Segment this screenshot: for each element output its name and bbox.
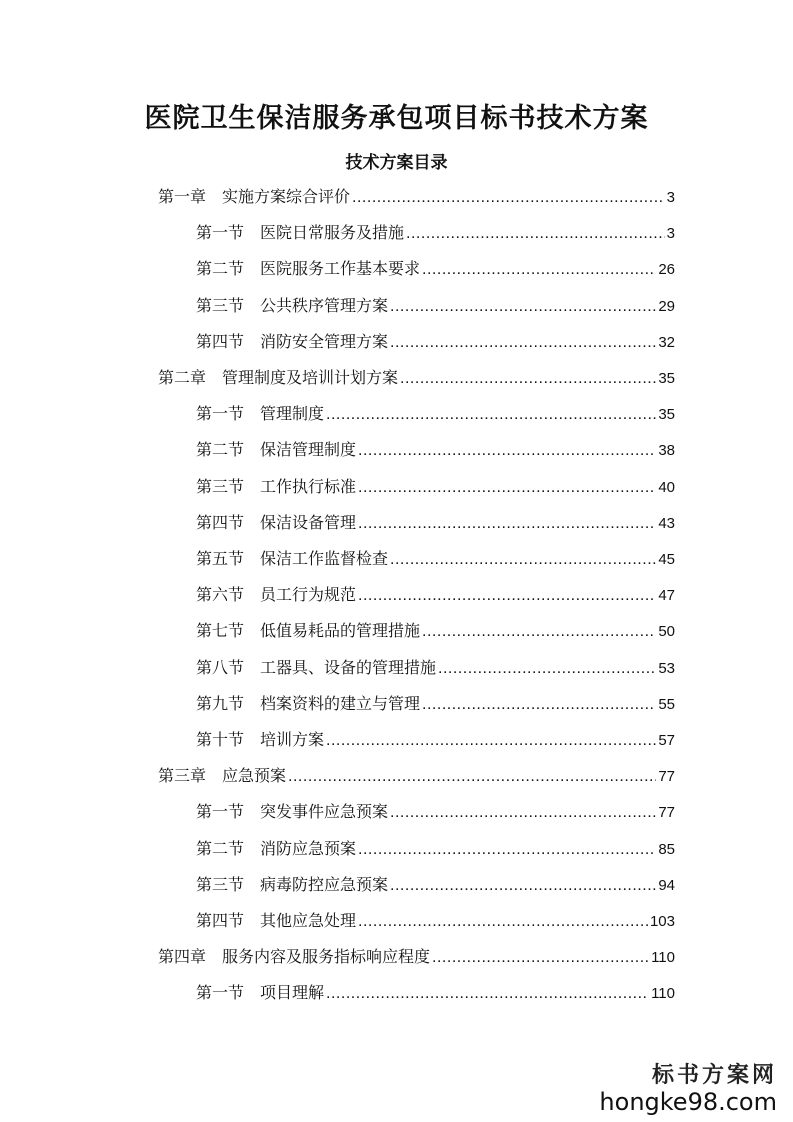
toc-page-number: 47 [658,587,675,605]
toc-entry-label: 档案资料的建立与管理 [260,693,421,713]
toc-leader-dots [390,289,656,325]
toc-entry-label: 应急预案 [222,766,287,786]
toc-section-entry[interactable] [196,650,675,686]
toc-entry-number: 第八节 [196,657,245,677]
toc-page-number: 55 [658,695,675,713]
toc-section-entry[interactable] [196,722,675,758]
toc-leader-dots [358,433,656,469]
toc-page-number: 50 [658,623,675,641]
toc-section-entry[interactable] [196,577,675,613]
document-title: 医院卫生保洁服务承包项目标书技术方案 [144,103,649,134]
toc-page-number: 38 [658,442,675,460]
toc-leader-dots [422,252,656,288]
toc-section-entry[interactable] [196,215,675,251]
toc-leader-dots [400,361,656,397]
site-watermark [599,1062,777,1116]
toc-entry-label: 员工行为规范 [260,585,357,605]
toc-leader-dots [406,216,665,252]
toc-leader-dots [358,578,656,614]
toc-entry-label: 项目理解 [260,983,325,1003]
toc-entry-label: 管理制度 [260,404,325,424]
toc-section-entry[interactable] [196,613,675,649]
toc-leader-dots [326,397,656,433]
toc-leader-dots [288,759,656,795]
toc-page-number: 43 [658,514,675,532]
toc-entry-number: 第一节 [196,802,245,822]
toc-entry-number: 第一节 [196,983,245,1003]
toc-entry-label: 实施方案综合评价 [222,187,351,206]
toc-leader-dots [358,470,656,506]
toc-entry-number: 第一章 [158,187,207,206]
toc-page-number: 57 [658,732,675,749]
toc-leader-dots [358,832,656,868]
toc-leader-dots [438,651,656,687]
toc-page-number: 35 [658,370,675,387]
toc-entry-label: 低值易耗品的管理措施 [260,621,421,641]
toc-page-number: 77 [658,804,675,822]
toc-chapter-entry[interactable] [158,360,675,396]
toc-page-number: 110 [651,985,675,1003]
toc-page-number: 94 [658,876,675,894]
toc-section-entry[interactable] [196,432,675,468]
toc-leader-dots [390,325,656,361]
toc-entry-number: 第二节 [196,838,245,858]
toc-page-number: 53 [658,659,675,677]
toc-section-entry[interactable] [196,541,675,577]
toc-leader-dots [422,687,656,723]
toc-entry-number: 第九节 [196,693,245,713]
toc-section-entry[interactable] [196,324,675,360]
toc-page-number: 40 [658,478,675,496]
toc-page-number: 77 [658,768,675,786]
toc-section-entry[interactable] [196,469,675,505]
toc-entry-label: 服务内容及服务指标响应程度 [222,947,431,967]
toc-entry-number: 第四节 [196,331,245,351]
toc-page-number: 3 [666,225,675,243]
toc-section-entry[interactable] [196,288,675,324]
toc-entry-number: 第三节 [196,874,245,894]
toc-entry-number: 第六节 [196,585,245,605]
toc-entry-label: 医院日常服务及措施 [260,223,405,243]
toc-page-number: 32 [658,333,675,351]
toc-leader-dots [352,180,665,216]
toc-leader-dots [326,723,656,759]
toc-entry-label: 病毒防控应急预案 [260,874,389,894]
toc-section-entry[interactable] [196,794,675,830]
toc-page-number: 3 [666,189,675,206]
toc-section-entry[interactable] [196,867,675,903]
toc-leader-dots [390,795,656,831]
toc-page-number: 85 [658,840,675,858]
toc-section-entry[interactable] [196,251,675,287]
toc-entry-label: 培训方案 [260,730,325,749]
toc-page-number: 45 [658,551,675,568]
toc-entry-number: 第七节 [196,621,245,641]
toc-entry-number: 第四章 [158,947,207,967]
toc-entry-label: 消防应急预案 [260,838,357,858]
toc-entry-number: 第三节 [196,295,245,315]
toc-entry-label: 医院服务工作基本要求 [260,259,421,279]
toc-section-entry[interactable] [196,831,675,867]
toc-page-number: 110 [651,949,675,967]
toc-entry-label: 保洁设备管理 [260,512,357,532]
toc-leader-dots [422,614,656,650]
toc-entry-label: 工作执行标准 [260,476,357,496]
toc-entry-number: 第四节 [196,911,245,930]
toc-entry-label: 工器具、设备的管理措施 [260,657,437,677]
toc-entry-number: 第十节 [196,730,245,749]
toc-leader-dots [390,868,656,904]
toc-entry-number: 第二章 [158,368,207,387]
toc-entry-label: 消防安全管理方案 [260,331,389,351]
toc-entry-label: 突发事件应急预案 [260,802,389,822]
toc-entry-number: 第一节 [196,404,245,424]
toc-entry-label: 公共秩序管理方案 [260,295,389,315]
toc-section-entry[interactable] [196,686,675,722]
toc-leader-dots [390,542,656,578]
toc-entry-number: 第五节 [196,549,245,568]
toc-chapter-entry[interactable] [158,179,675,215]
toc-entry-number: 第二节 [196,259,245,279]
toc-entry-label: 管理制度及培训计划方案 [222,368,399,387]
toc-heading: 技术方案目录 [345,153,448,173]
toc-chapter-entry[interactable] [158,758,675,794]
toc-section-entry[interactable] [196,903,675,939]
toc-chapter-entry[interactable] [158,939,675,975]
toc-entry-number: 第一节 [196,223,245,243]
toc-entry-label: 保洁工作监督检查 [260,549,389,568]
toc-leader-dots [432,940,649,976]
toc-section-entry[interactable] [196,975,675,1011]
toc-page-number: 26 [658,261,675,279]
toc-entry-number: 第四节 [196,512,245,532]
toc-entry-label: 其他应急处理 [260,911,357,930]
watermark-brand: 标书方案网 [651,1062,777,1088]
toc-leader-dots [358,904,648,940]
toc-entry-number: 第三节 [196,476,245,496]
toc-entry-label: 保洁管理制度 [260,440,357,460]
toc-leader-dots [326,976,649,1012]
toc-leader-dots [358,506,656,542]
watermark-url: hongke98.com [599,1088,777,1116]
toc-section-entry[interactable] [196,505,675,541]
toc-page-number: 103 [649,913,675,930]
toc-section-entry[interactable] [196,396,675,432]
toc-page-number: 29 [658,297,675,315]
toc-entry-number: 第三章 [158,766,207,786]
toc-entry-number: 第二节 [196,440,245,460]
toc-page-number: 35 [658,406,675,424]
